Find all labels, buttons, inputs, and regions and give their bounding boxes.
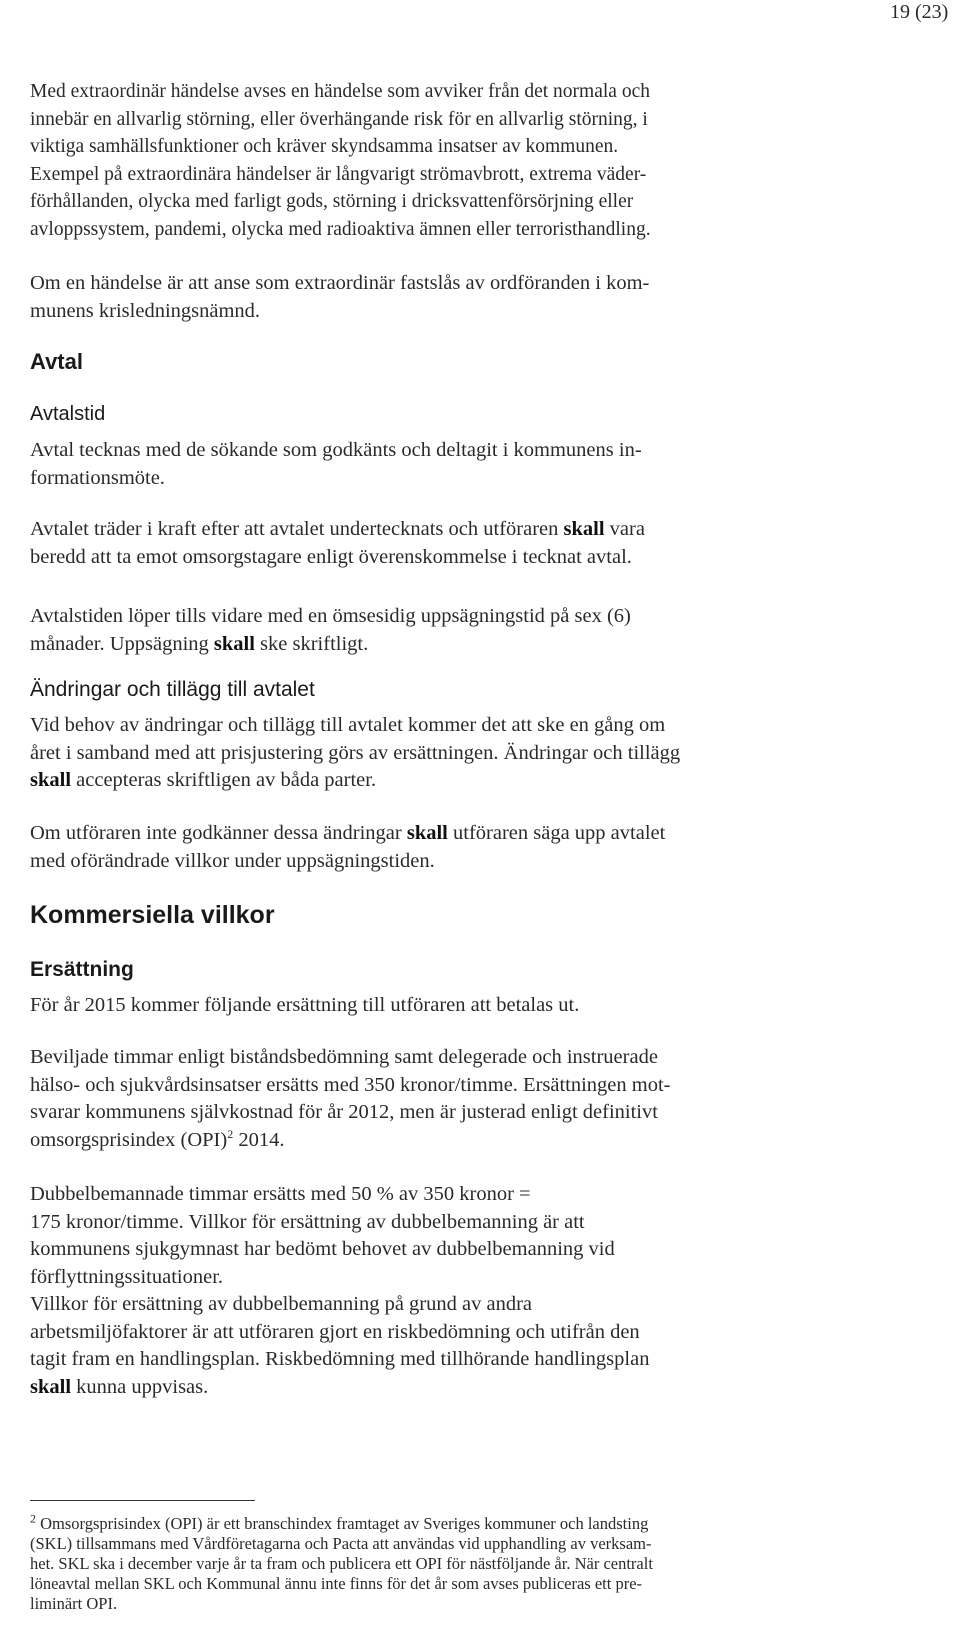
text-line — [30, 631, 930, 659]
footnote-separator — [30, 1500, 255, 1501]
andringar-paragraph-2 — [30, 820, 930, 875]
text-line: munens krisledningsnämnd. — [30, 299, 261, 322]
text-line: Avtal tecknas med de sökande som godkänts och deltagit i kommunens in- — [30, 439, 642, 461]
text-span: månader. Uppsägning — [30, 632, 214, 655]
andringar-paragraph-1 — [30, 712, 930, 795]
text-span: 2014. — [233, 1128, 285, 1151]
text-line: Exempel på extraordinära händelser är långvarigt strömavbrott, extrema väder- — [30, 163, 647, 185]
avtalstid-paragraph-2 — [30, 516, 930, 571]
text-line — [30, 1374, 930, 1402]
text-line: Beviljade timmar enligt biståndsbedömning samt delegerade och instruerade — [30, 1046, 658, 1068]
footnote-reference: 2 — [227, 1126, 234, 1141]
text-line: 175 kronor/timme. Villkor för ersättning av dubbelbemanning är att — [30, 1210, 585, 1233]
text-line: Dubbelbemannade timmar ersätts med 50 % av 350 kronor = — [30, 1183, 531, 1205]
text-span: vara — [604, 518, 645, 540]
bold-term: skall — [563, 518, 605, 540]
heading-andringar: Ändringar och tillägg till avtalet — [30, 678, 315, 701]
text-span: accepteras skriftligen av båda parter. — [71, 769, 377, 791]
text-line: löneavtal mellan SKL och Kommunal ännu inte finns för det år som avses publiceras ett pre- — [30, 1574, 643, 1593]
text-line: viktiga samhällsfunktioner och kräver skyndsamma insatser av kommunen. — [30, 136, 619, 157]
text-line: Vid behov av ändringar och tillägg till avtalet kommer det att ske en gång om — [30, 714, 666, 736]
text-line: förhållanden, olycka med farligt gods, störning i dricksvattenförsörjning eller — [30, 191, 634, 212]
text-span: Avtalet träder i kraft efter att avtalet undertecknats och utföraren — [30, 518, 564, 540]
text-line: med oförändrade villkor under uppsägningstiden. — [30, 849, 435, 872]
bold-term: skall — [30, 769, 72, 791]
text-line — [30, 820, 930, 848]
text-span: Om utföraren inte godkänner dessa ändringar — [30, 822, 407, 844]
page-number: 19 (23) — [890, 1, 949, 23]
ersattning-paragraph-1 — [30, 992, 930, 1020]
ersattning-paragraph-3 — [30, 1181, 930, 1401]
ersattning-paragraph-2 — [30, 1044, 930, 1154]
text-span: utföraren säga upp avtalet — [447, 822, 666, 844]
avtalstid-paragraph-1 — [30, 437, 930, 492]
text-line: För år 2015 kommer följande ersättning till utföraren att betalas ut. — [30, 994, 580, 1016]
text-line — [30, 516, 930, 544]
text-line: tagit fram en handlingsplan. Riskbedömning med tillhörande handlingsplan — [30, 1348, 650, 1370]
text-line: arbetsmiljöfaktorer är att utföraren gjort en riskbedömning och utifrån den — [30, 1320, 640, 1343]
text-line: Med extraordinär händelse avses en händelse som avviker från det normala och — [30, 81, 650, 102]
heading-avtalstid: Avtalstid — [30, 403, 106, 425]
footnote — [30, 1511, 930, 1614]
bold-term: skall — [406, 822, 448, 844]
intro-paragraph — [30, 78, 930, 243]
text-span: Omsorgsprisindex (OPI) är ett branschindex framtaget av Sveriges kommuner och landsting — [36, 1514, 649, 1533]
text-line: kommunens sjukgymnast har bedömt behovet av dubbelbemanning vid — [30, 1238, 615, 1260]
text-line: året i samband med att prisjustering görs av ersättningen. Ändringar och tillägg — [30, 741, 681, 764]
text-line: avloppssystem, pandemi, olycka med radioaktiva ämnen eller terroristhandling. — [30, 218, 651, 240]
text-line — [30, 1511, 930, 1534]
text-line: Avtalstiden löper tills vidare med en ömsesidig uppsägningstid på sex (6) — [30, 605, 631, 627]
text-span: ske skriftligt. — [254, 632, 369, 655]
heading-ersattning: Ersättning — [30, 958, 134, 981]
text-line: innebär en allvarlig störning, eller överhängande risk för en allvarlig störning, i — [30, 108, 648, 130]
text-line: formationsmöte. — [30, 466, 165, 489]
heading-kommersiella-villkor: Kommersiella villkor — [30, 901, 275, 929]
text-line: Om en händelse är att anse som extraordinär fastslås av ordföranden i kom- — [30, 272, 650, 294]
text-line: Villkor för ersättning av dubbelbemanning på grund av andra — [30, 1293, 533, 1315]
avtalstid-paragraph-3 — [30, 603, 930, 658]
text-line — [30, 767, 930, 795]
text-line: hälso- och sjukvårdsinsatser ersätts med 350 kronor/timme. Ersättningen mot- — [30, 1073, 671, 1096]
text-line: liminärt OPI. — [30, 1594, 118, 1613]
text-line: het. SKL ska i december varje år ta fram och publicera ett OPI för nästföljande år. När centralt — [30, 1554, 653, 1573]
text-line: beredd att ta emot omsorgstagare enligt överenskommelse i tecknat avtal. — [30, 545, 632, 568]
text-line: (SKL) tillsammans med Vårdföretagarna och Pacta att användas vid upphandling av verksam- — [30, 1534, 652, 1553]
text-line — [30, 1127, 930, 1155]
text-span: kunna uppvisas. — [71, 1375, 209, 1398]
text-line: svarar kommunens självkostnad för år 2012, men är justerad enligt definitivt — [30, 1101, 658, 1123]
bold-term: skall — [213, 632, 255, 655]
bold-term: skall — [30, 1375, 72, 1398]
intro-paragraph-2 — [30, 270, 930, 325]
footnote-number: 2 — [30, 1511, 36, 1526]
text-span: omsorgsprisindex (OPI) — [30, 1128, 228, 1151]
text-line: förflyttningssituationer. — [30, 1265, 224, 1288]
heading-avtal: Avtal — [30, 349, 83, 374]
